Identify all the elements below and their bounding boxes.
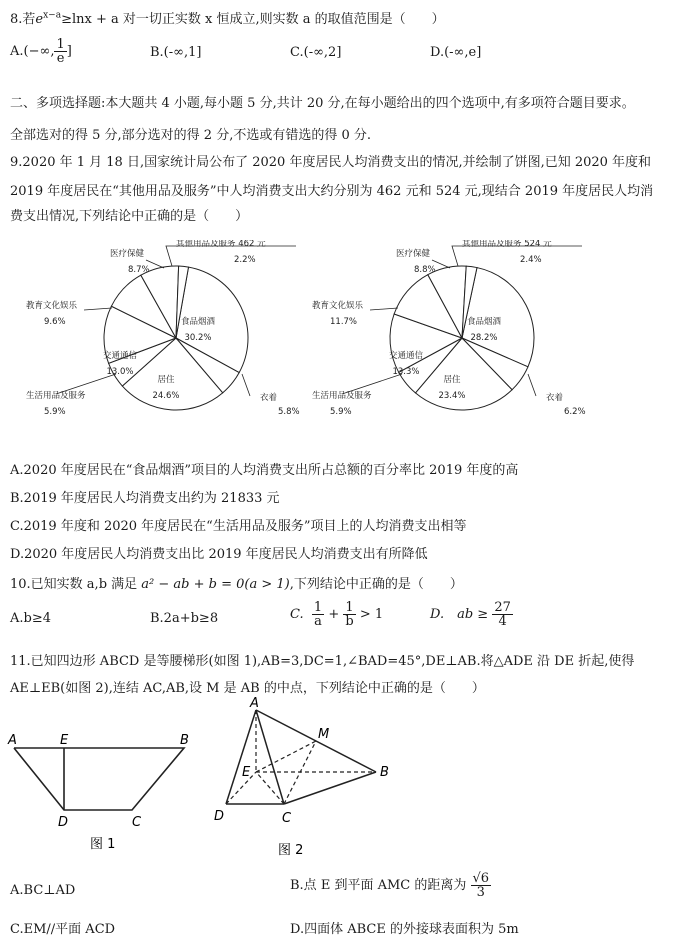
pie-chart-2 xyxy=(312,240,586,417)
pie1-value-label-1: 5.8% xyxy=(278,407,300,417)
q9-line3: 费支出情况,下列结论中正确的是（ ） xyxy=(10,209,249,224)
pie1-category-label-4: 交通通信 xyxy=(102,351,138,361)
q9-line1: 9.2020 年 1 月 18 日,国家统计局公布了 2020 年度居民人均消费支出的情况,并绘制了饼图,已知 2020 年度和 xyxy=(10,155,652,170)
pie1-category-label-5: 教育文化娱乐 xyxy=(26,301,78,311)
fig2-label-a: A xyxy=(250,696,259,711)
section2-line2: 全部选对的得 5 分,部分选对的得 2 分,不选或有错选的得 0 分. xyxy=(10,128,372,143)
pie1-value-label-6: 8.7% xyxy=(128,265,150,275)
q10-option-d: D. ab ≥ $\frac{27}{4}$ xyxy=(430,600,511,629)
pie2-category-label-1: 衣着 xyxy=(546,393,564,403)
pie2-leader-5 xyxy=(370,308,398,310)
pie2-value-label-4: 13.3% xyxy=(392,367,420,377)
figure-1-caption: 图 1 xyxy=(90,837,116,852)
pie-charts xyxy=(0,240,692,440)
pie2-leader-7 xyxy=(452,246,582,266)
q11-option-a: A.BC⊥AD xyxy=(10,883,76,898)
q11-option-d: D.四面体 ABCE 的外接球表面积为 5m xyxy=(290,922,519,937)
fig1-label-c: C xyxy=(132,815,142,830)
pie2-category-label-3: 生活用品及服务 xyxy=(312,391,372,401)
q8-option-a: A.(−∞, $\frac{1}{e}$ ] xyxy=(10,37,72,66)
pie1-value-label-7: 2.2% xyxy=(234,255,256,265)
pie2-category-label-7: 其他用品及服务 524 元 xyxy=(462,240,552,249)
fig2-label-c: C xyxy=(282,811,292,826)
pie1-leader-1 xyxy=(242,374,250,396)
q9-option-a: A.2020 年度居民在“食品烟酒”项目的人均消费支出所占总额的百分率比 2019 年度的高 xyxy=(10,463,519,478)
pie2-category-label-4: 交通通信 xyxy=(388,351,424,361)
pie2-value-label-0: 28.2% xyxy=(470,333,498,343)
pie2-category-label-6: 医疗保健 xyxy=(396,249,431,259)
q8-stem: 8.若$e^{x-a}\ge\ln x + a$ 对一切正实数 x 恒成立,则实数 a 的取值范围是（ ） xyxy=(10,10,445,27)
pie1-value-label-4: 13.0% xyxy=(106,367,134,377)
pie2-category-label-0: 食品烟酒 xyxy=(466,317,502,327)
fig1-label-a: A xyxy=(8,733,17,748)
q10-option-c: C. $\frac{1}{a}$ + $\frac{1}{b}$ > 1 xyxy=(290,600,384,629)
pie2-value-label-3: 5.9% xyxy=(330,407,352,417)
fig1-label-d: D xyxy=(58,815,69,830)
pie2-value-label-6: 8.8% xyxy=(414,265,436,275)
pie1-category-label-6: 医疗保健 xyxy=(110,249,145,259)
pie1-leader-7 xyxy=(166,246,296,266)
pie1-value-label-3: 5.9% xyxy=(44,407,66,417)
pie1-category-label-0: 食品烟酒 xyxy=(180,317,216,327)
q9-option-d: D.2020 年度居民人均消费支出比 2019 年度居民人均消费支出有所降低 xyxy=(10,547,428,562)
pie2-category-label-5: 教育文化娱乐 xyxy=(312,301,364,311)
pie2-value-label-5: 11.7% xyxy=(330,317,358,327)
pie2-category-label-2: 居住 xyxy=(443,375,461,385)
q11-option-c: C.EM//平面 ACD xyxy=(10,922,116,937)
figure-1-trapezoid xyxy=(0,700,230,860)
q8-option-c: C.(-∞,2] xyxy=(290,45,342,60)
section2-line1: 二、多项选择题:本大题共 4 小题,每小题 5 分,共计 20 分,在每小题给出的四个选项中,有多项符合题目要求。 xyxy=(10,96,635,111)
q11-line1: 11.已知四边形 ABCD 是等腰梯形(如图 1),AB=3,DC=1,∠BAD=45°,DE⊥AB.将△ADE 沿 DE 折起,使得 xyxy=(10,654,635,669)
q9-option-c: C.2019 年度和 2020 年度居民在“生活用品及服务”项目上的人均消费支出相等 xyxy=(10,519,467,534)
fig1-label-e: E xyxy=(60,733,69,748)
q11-option-b: B.点 E 到平面 AMC 的距离为 $\frac{√6}{3}$ xyxy=(290,871,490,900)
q9-option-b: B.2019 年度居民人均消费支出约为 21833 元 xyxy=(10,491,280,506)
pie1-category-label-2: 居住 xyxy=(157,375,175,385)
q11-line2: AE⊥EB(如图 2),连结 AC,AB,设 M 是 AB 的中点，下列结论中正确的是（ ） xyxy=(10,681,485,696)
q8-option-b: B.(-∞,1] xyxy=(150,45,202,60)
pie1-category-label-7: 其他用品及服务 462 元 xyxy=(176,240,266,249)
pie2-value-label-1: 6.2% xyxy=(564,407,586,417)
fig1-label-b: B xyxy=(180,733,189,748)
pie1-leader-5 xyxy=(84,308,112,310)
pie2-value-label-2: 23.4% xyxy=(438,391,466,401)
q9-line2: 2019 年度居民在“其他用品及服务”中人均消费支出大约分别为 462 元和 524 元,现结合 2019 年度居民人均消 xyxy=(10,184,654,199)
q10-option-b: B.2a+b≥8 xyxy=(150,611,219,626)
pie2-leader-1 xyxy=(528,374,536,396)
q10-option-a: A.b≥4 xyxy=(10,611,52,626)
figure-2-caption: 图 2 xyxy=(278,843,304,858)
pie2-value-label-7: 2.4% xyxy=(520,255,542,265)
fig2-label-d: D xyxy=(214,809,225,824)
fig2-label-b: B xyxy=(380,765,389,780)
q8-option-d: D.(-∞,e] xyxy=(430,45,482,60)
pie1-value-label-2: 24.6% xyxy=(152,391,180,401)
q10-stem: 10.已知实数 a,b 满足 a² − ab + b = 0(a > 1),下列结论中正确的是（ ） xyxy=(10,577,463,592)
pie-chart-1 xyxy=(26,240,300,417)
pie1-category-label-1: 衣着 xyxy=(260,393,278,403)
figure-2-tetrahedron xyxy=(200,696,410,866)
fig2-label-m: M xyxy=(318,727,330,742)
pie1-value-label-5: 9.6% xyxy=(44,317,66,327)
pie1-value-label-0: 30.2% xyxy=(184,333,212,343)
fig2-label-e: E xyxy=(242,765,251,780)
pie1-category-label-3: 生活用品及服务 xyxy=(26,391,86,401)
